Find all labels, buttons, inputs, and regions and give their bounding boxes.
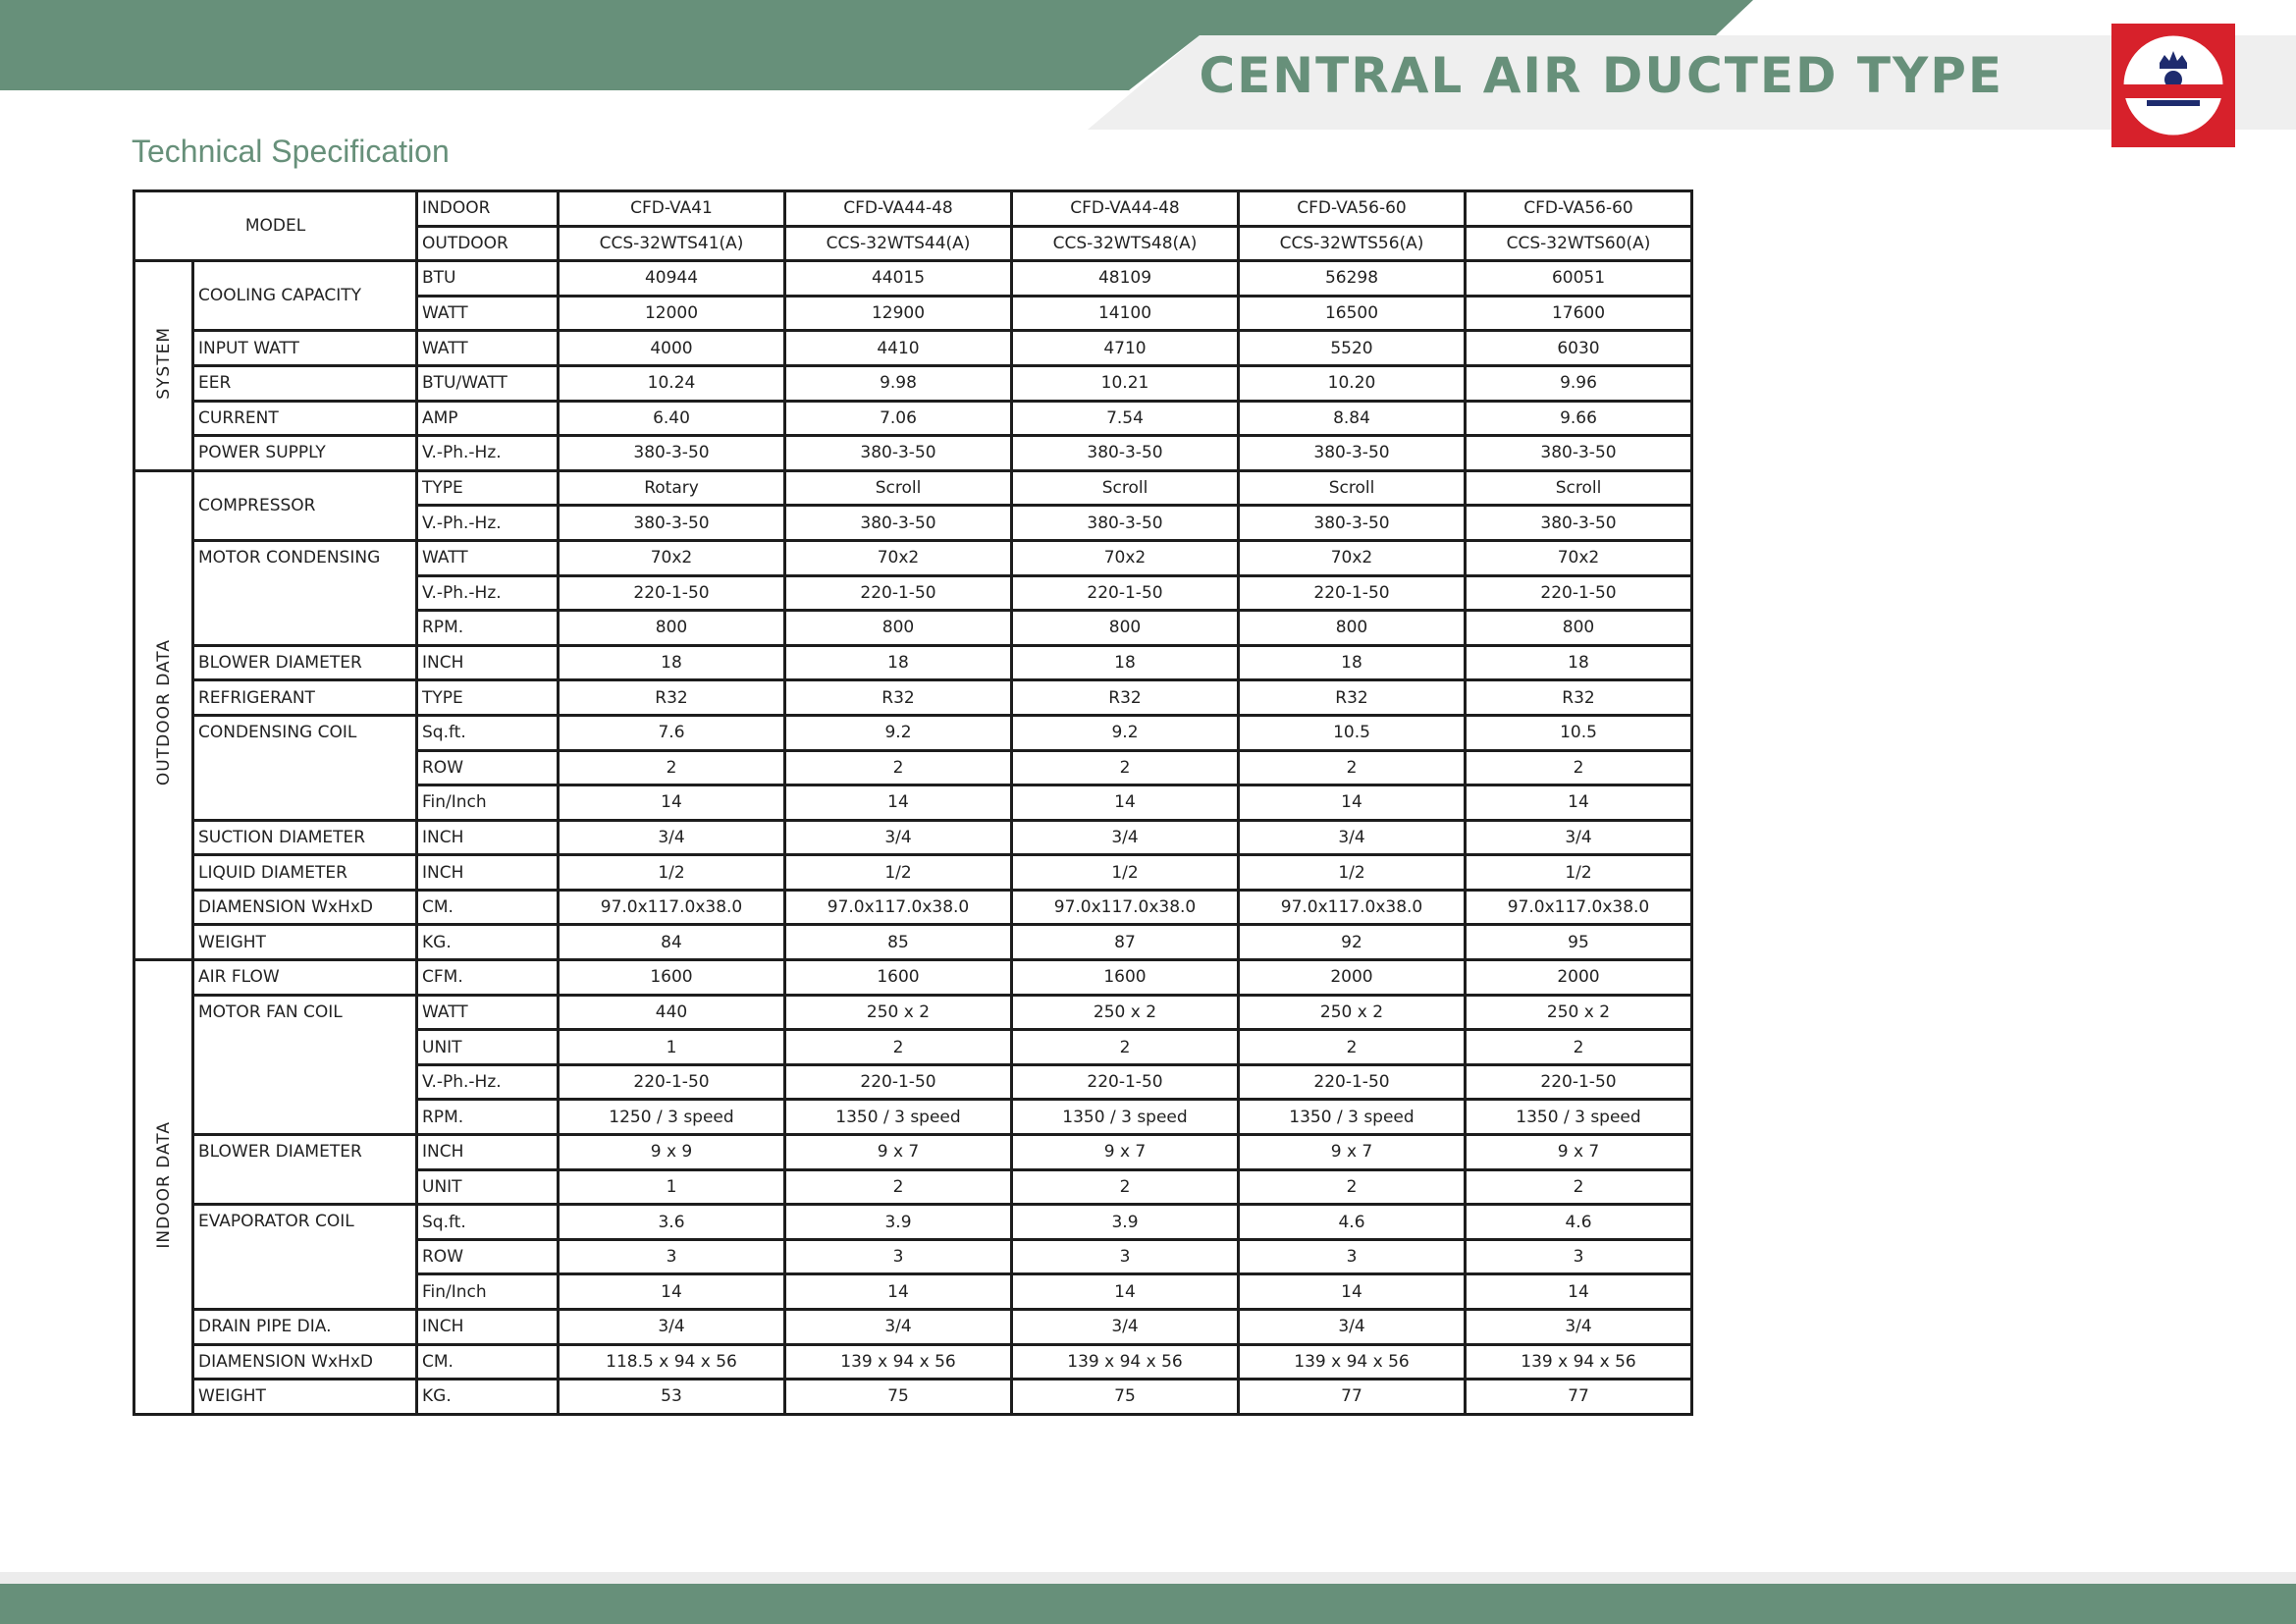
unit-cell: KG. [417, 1380, 559, 1415]
value-cell: 14 [559, 1274, 785, 1310]
unit-cell: Sq.ft. [417, 715, 559, 750]
unit-cell: KG. [417, 925, 559, 960]
value-cell: 380-3-50 [559, 436, 785, 471]
indoor-model: CFD-VA56-60 [1466, 191, 1692, 227]
param-label: WEIGHT [193, 1380, 417, 1415]
value-cell: 2 [1239, 1030, 1466, 1065]
value-cell: 4.6 [1239, 1205, 1466, 1240]
value-cell: 14 [1239, 785, 1466, 821]
value-cell: 9 x 7 [785, 1135, 1012, 1170]
table-row [134, 470, 1692, 506]
value-cell: 10.20 [1239, 365, 1466, 401]
value-cell: 3 [1012, 1239, 1239, 1274]
unit-cell: INCH [417, 1135, 559, 1170]
outdoor-model: CCS-32WTS48(A) [1012, 226, 1239, 261]
table-row [134, 365, 1692, 401]
indoor-model: CFD-VA44-48 [785, 191, 1012, 227]
value-cell: 380-3-50 [1466, 506, 1692, 541]
value-cell: 44015 [785, 261, 1012, 297]
value-cell: 3 [785, 1239, 1012, 1274]
value-cell: 14 [1466, 785, 1692, 821]
value-cell: 2 [1466, 1030, 1692, 1065]
value-cell: 220-1-50 [1012, 575, 1239, 611]
outdoor-label: OUTDOOR [417, 226, 559, 261]
outdoor-model: CCS-32WTS60(A) [1466, 226, 1692, 261]
value-cell: 4.6 [1466, 1205, 1692, 1240]
param-label: REFRIGERANT [193, 680, 417, 716]
param-label: CURRENT [193, 401, 417, 436]
unit-cell: INCH [417, 855, 559, 891]
value-cell: 250 x 2 [1466, 995, 1692, 1030]
unit-cell: CFM. [417, 960, 559, 996]
unit-cell: CM. [417, 890, 559, 925]
unit-cell: INCH [417, 820, 559, 855]
value-cell: Scroll [1012, 470, 1239, 506]
value-cell: 12000 [559, 296, 785, 331]
value-cell: 18 [1239, 645, 1466, 680]
footer-divider [0, 1572, 2296, 1584]
value-cell: 53 [559, 1380, 785, 1415]
value-cell: 9.2 [785, 715, 1012, 750]
value-cell: 48109 [1012, 261, 1239, 297]
brand-logo [2111, 24, 2235, 147]
value-cell: 10.5 [1466, 715, 1692, 750]
group-label [134, 261, 193, 471]
value-cell: 3/4 [785, 1310, 1012, 1345]
value-cell: 10.5 [1239, 715, 1466, 750]
param-label: SUCTION DIAMETER [193, 820, 417, 855]
outdoor-model: CCS-32WTS56(A) [1239, 226, 1466, 261]
value-cell: 3.9 [785, 1205, 1012, 1240]
value-cell: 7.06 [785, 401, 1012, 436]
value-cell: 56298 [1239, 261, 1466, 297]
value-cell: 14 [785, 1274, 1012, 1310]
param-label: MOTOR FAN COIL [193, 995, 417, 1134]
value-cell: 2 [785, 1169, 1012, 1205]
value-cell: 1350 / 3 speed [1466, 1100, 1692, 1135]
value-cell: 75 [1012, 1380, 1239, 1415]
param-label: DIAMENSION WxHxD [193, 890, 417, 925]
param-label: AIR FLOW [193, 960, 417, 996]
value-cell: 118.5 x 94 x 56 [559, 1344, 785, 1380]
value-cell: 84 [559, 925, 785, 960]
value-cell: 14 [559, 785, 785, 821]
table-row [134, 925, 1692, 960]
value-cell: 250 x 2 [785, 995, 1012, 1030]
table-row [134, 995, 1692, 1030]
value-cell: 1/2 [1012, 855, 1239, 891]
value-cell: 220-1-50 [1012, 1064, 1239, 1100]
value-cell: 800 [785, 611, 1012, 646]
value-cell: 9 x 7 [1239, 1135, 1466, 1170]
value-cell: 3.9 [1012, 1205, 1239, 1240]
unit-cell: INCH [417, 645, 559, 680]
value-cell: 75 [785, 1380, 1012, 1415]
unit-cell: BTU/WATT [417, 365, 559, 401]
value-cell: 2 [559, 750, 785, 785]
value-cell: 5520 [1239, 331, 1466, 366]
unit-cell: INCH [417, 1310, 559, 1345]
value-cell: 380-3-50 [1466, 436, 1692, 471]
value-cell: 12900 [785, 296, 1012, 331]
value-cell: Rotary [559, 470, 785, 506]
value-cell: R32 [785, 680, 1012, 716]
value-cell: 1600 [1012, 960, 1239, 996]
value-cell: 1250 / 3 speed [559, 1100, 785, 1135]
value-cell: 2 [1239, 750, 1466, 785]
param-label: DIAMENSION WxHxD [193, 1344, 417, 1380]
param-label: BLOWER DIAMETER [193, 1135, 417, 1205]
value-cell: 1/2 [785, 855, 1012, 891]
outdoor-model: CCS-32WTS41(A) [559, 226, 785, 261]
param-label: EVAPORATOR COIL [193, 1205, 417, 1310]
value-cell: 92 [1239, 925, 1466, 960]
value-cell: 87 [1012, 925, 1239, 960]
value-cell: 3.6 [559, 1205, 785, 1240]
value-cell: 139 x 94 x 56 [785, 1344, 1012, 1380]
indoor-model: CFD-VA44-48 [1012, 191, 1239, 227]
table-row [134, 191, 1692, 227]
group-label-text: INDOOR DATA [153, 1120, 174, 1249]
value-cell: 250 x 2 [1012, 995, 1239, 1030]
value-cell: 220-1-50 [785, 575, 1012, 611]
value-cell: 85 [785, 925, 1012, 960]
param-label: CONDENSING COIL [193, 715, 417, 820]
value-cell: 18 [559, 645, 785, 680]
unit-cell: Fin/Inch [417, 1274, 559, 1310]
value-cell: 70x2 [1239, 540, 1466, 575]
value-cell: 6030 [1466, 331, 1692, 366]
value-cell: 3/4 [1012, 1310, 1239, 1345]
unit-cell: TYPE [417, 470, 559, 506]
value-cell: 70x2 [1012, 540, 1239, 575]
indoor-model: CFD-VA56-60 [1239, 191, 1466, 227]
value-cell: 17600 [1466, 296, 1692, 331]
value-cell: 380-3-50 [1012, 436, 1239, 471]
value-cell: 9.2 [1012, 715, 1239, 750]
value-cell: 1600 [559, 960, 785, 996]
unit-cell: CM. [417, 1344, 559, 1380]
table-row [134, 715, 1692, 750]
value-cell: 16500 [1239, 296, 1466, 331]
outdoor-model: CCS-32WTS44(A) [785, 226, 1012, 261]
value-cell: 2 [1012, 1169, 1239, 1205]
table-row [134, 960, 1692, 996]
param-label: COMPRESSOR [193, 470, 417, 540]
table-row [134, 261, 1692, 297]
unit-cell: WATT [417, 540, 559, 575]
value-cell: 9.98 [785, 365, 1012, 401]
model-header: MODEL [134, 191, 417, 261]
value-cell: 18 [1466, 645, 1692, 680]
value-cell: 3/4 [559, 820, 785, 855]
indoor-label: INDOOR [417, 191, 559, 227]
value-cell: 6.40 [559, 401, 785, 436]
value-cell: 220-1-50 [785, 1064, 1012, 1100]
unit-cell: WATT [417, 331, 559, 366]
param-label: LIQUID DIAMETER [193, 855, 417, 891]
value-cell: R32 [1466, 680, 1692, 716]
page-title: CENTRAL AIR DUCTED TYPE [1199, 47, 2003, 104]
value-cell: 4410 [785, 331, 1012, 366]
value-cell: 9 x 7 [1466, 1135, 1692, 1170]
value-cell: 2 [1239, 1169, 1466, 1205]
section-heading: Technical Specification [132, 134, 450, 169]
value-cell: 1/2 [1239, 855, 1466, 891]
value-cell: 97.0x117.0x38.0 [1239, 890, 1466, 925]
value-cell: 440 [559, 995, 785, 1030]
value-cell: 8.84 [1239, 401, 1466, 436]
value-cell: 1/2 [1466, 855, 1692, 891]
param-label: POWER SUPPLY [193, 436, 417, 471]
unit-cell: V.-Ph.-Hz. [417, 506, 559, 541]
param-label: WEIGHT [193, 925, 417, 960]
unit-cell: TYPE [417, 680, 559, 716]
value-cell: 4000 [559, 331, 785, 366]
value-cell: 95 [1466, 925, 1692, 960]
table-row [134, 436, 1692, 471]
value-cell: 380-3-50 [559, 506, 785, 541]
value-cell: 70x2 [559, 540, 785, 575]
value-cell: 14 [785, 785, 1012, 821]
spec-table [133, 189, 1693, 1416]
value-cell: 139 x 94 x 56 [1012, 1344, 1239, 1380]
param-label: MOTOR CONDENSING [193, 540, 417, 645]
value-cell: 2 [1012, 750, 1239, 785]
value-cell: 77 [1239, 1380, 1466, 1415]
value-cell: 14 [1012, 1274, 1239, 1310]
indoor-model: CFD-VA41 [559, 191, 785, 227]
table-row [134, 890, 1692, 925]
value-cell: R32 [1012, 680, 1239, 716]
value-cell: 1350 / 3 speed [1239, 1100, 1466, 1135]
value-cell: 4710 [1012, 331, 1239, 366]
value-cell: 3 [559, 1239, 785, 1274]
group-label [134, 960, 193, 1415]
value-cell: 380-3-50 [785, 436, 1012, 471]
value-cell: 9 x 9 [559, 1135, 785, 1170]
value-cell: 14100 [1012, 296, 1239, 331]
value-cell: R32 [1239, 680, 1466, 716]
unit-cell: Fin/Inch [417, 785, 559, 821]
value-cell: 220-1-50 [1239, 575, 1466, 611]
unit-cell: RPM. [417, 611, 559, 646]
value-cell: 70x2 [1466, 540, 1692, 575]
value-cell: 380-3-50 [1012, 506, 1239, 541]
table-row [134, 855, 1692, 891]
value-cell: 800 [1012, 611, 1239, 646]
unit-cell: AMP [417, 401, 559, 436]
param-label: INPUT WATT [193, 331, 417, 366]
value-cell: 380-3-50 [1239, 436, 1466, 471]
unit-cell: V.-Ph.-Hz. [417, 436, 559, 471]
value-cell: 14 [1239, 1274, 1466, 1310]
unit-cell: ROW [417, 750, 559, 785]
value-cell: 800 [1466, 611, 1692, 646]
value-cell: 139 x 94 x 56 [1239, 1344, 1466, 1380]
value-cell: 40944 [559, 261, 785, 297]
value-cell: 2 [785, 1030, 1012, 1065]
table-row [134, 331, 1692, 366]
value-cell: 3/4 [559, 1310, 785, 1345]
value-cell: 3/4 [785, 820, 1012, 855]
table-row [134, 1135, 1692, 1170]
value-cell: 1600 [785, 960, 1012, 996]
value-cell: Scroll [1466, 470, 1692, 506]
value-cell: 220-1-50 [1466, 575, 1692, 611]
value-cell: 3/4 [1239, 820, 1466, 855]
table-row [134, 680, 1692, 716]
value-cell: 250 x 2 [1239, 995, 1466, 1030]
value-cell: 2 [1466, 750, 1692, 785]
value-cell: 7.6 [559, 715, 785, 750]
value-cell: 18 [785, 645, 1012, 680]
value-cell: 97.0x117.0x38.0 [1466, 890, 1692, 925]
param-label: BLOWER DIAMETER [193, 645, 417, 680]
table-row [134, 645, 1692, 680]
value-cell: 18 [1012, 645, 1239, 680]
param-label: EER [193, 365, 417, 401]
value-cell: 2000 [1466, 960, 1692, 996]
value-cell: 3/4 [1466, 820, 1692, 855]
value-cell: 220-1-50 [559, 575, 785, 611]
value-cell: 77 [1466, 1380, 1692, 1415]
value-cell: 9 x 7 [1012, 1135, 1239, 1170]
value-cell: 3 [1466, 1239, 1692, 1274]
table-row [134, 1344, 1692, 1380]
value-cell: Scroll [785, 470, 1012, 506]
table-row [134, 1310, 1692, 1345]
value-cell: 3/4 [1012, 820, 1239, 855]
value-cell: 800 [1239, 611, 1466, 646]
value-cell: 1 [559, 1169, 785, 1205]
value-cell: Scroll [1239, 470, 1466, 506]
value-cell: 3/4 [1466, 1310, 1692, 1345]
unit-cell: WATT [417, 995, 559, 1030]
unit-cell: V.-Ph.-Hz. [417, 1064, 559, 1100]
value-cell: 220-1-50 [1466, 1064, 1692, 1100]
table-row [134, 1205, 1692, 1240]
value-cell: 7.54 [1012, 401, 1239, 436]
value-cell: 14 [1012, 785, 1239, 821]
param-label: DRAIN PIPE DIA. [193, 1310, 417, 1345]
table-row [134, 540, 1692, 575]
value-cell: 380-3-50 [1239, 506, 1466, 541]
value-cell: 14 [1466, 1274, 1692, 1310]
value-cell: 2000 [1239, 960, 1466, 996]
value-cell: 1350 / 3 speed [785, 1100, 1012, 1135]
value-cell: 3 [1239, 1239, 1466, 1274]
value-cell: 60051 [1466, 261, 1692, 297]
value-cell: 10.21 [1012, 365, 1239, 401]
value-cell: 97.0x117.0x38.0 [559, 890, 785, 925]
table-row [134, 820, 1692, 855]
unit-cell: UNIT [417, 1030, 559, 1065]
unit-cell: Sq.ft. [417, 1205, 559, 1240]
value-cell: R32 [559, 680, 785, 716]
value-cell: 1350 / 3 speed [1012, 1100, 1239, 1135]
value-cell: 9.66 [1466, 401, 1692, 436]
value-cell: 380-3-50 [785, 506, 1012, 541]
value-cell: 2 [1466, 1169, 1692, 1205]
value-cell: 220-1-50 [1239, 1064, 1466, 1100]
unit-cell: WATT [417, 296, 559, 331]
value-cell: 2 [1012, 1030, 1239, 1065]
value-cell: 9.96 [1466, 365, 1692, 401]
param-label: COOLING CAPACITY [193, 261, 417, 331]
value-cell: 97.0x117.0x38.0 [785, 890, 1012, 925]
group-label [134, 470, 193, 959]
unit-cell: UNIT [417, 1169, 559, 1205]
footer-bar [0, 1584, 2296, 1624]
unit-cell: RPM. [417, 1100, 559, 1135]
value-cell: 10.24 [559, 365, 785, 401]
value-cell: 800 [559, 611, 785, 646]
group-label-text: SYSTEM [153, 327, 174, 400]
group-label-text: OUTDOOR DATA [153, 639, 174, 786]
value-cell: 139 x 94 x 56 [1466, 1344, 1692, 1380]
value-cell: 1 [559, 1030, 785, 1065]
unit-cell: V.-Ph.-Hz. [417, 575, 559, 611]
unit-cell: BTU [417, 261, 559, 297]
value-cell: 2 [785, 750, 1012, 785]
value-cell: 3/4 [1239, 1310, 1466, 1345]
unit-cell: ROW [417, 1239, 559, 1274]
value-cell: 70x2 [785, 540, 1012, 575]
table-row [134, 401, 1692, 436]
value-cell: 220-1-50 [559, 1064, 785, 1100]
value-cell: 97.0x117.0x38.0 [1012, 890, 1239, 925]
table-row [134, 1380, 1692, 1415]
value-cell: 1/2 [559, 855, 785, 891]
